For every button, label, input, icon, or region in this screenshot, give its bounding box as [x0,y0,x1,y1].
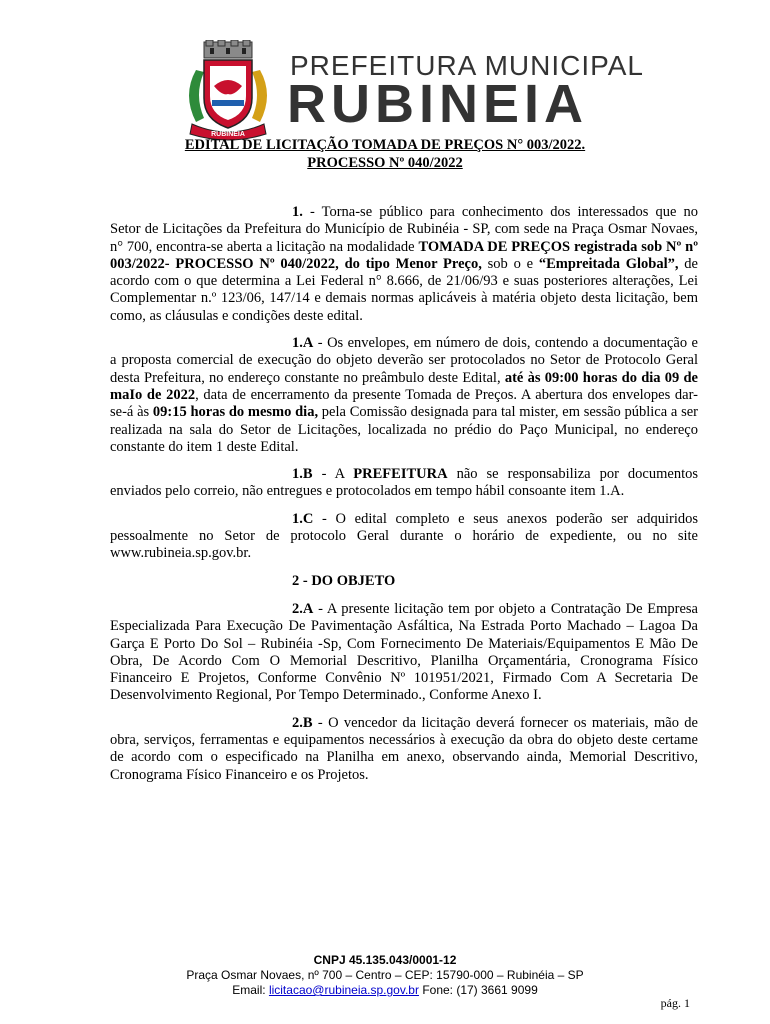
document-title [0,136,770,172]
section-heading-objeto: 2 - DO OBJETO [292,572,396,589]
email-link[interactable]: licitacao@rubineia.sp.gov.br [268,983,419,997]
paragraph-2a: 2.A - A presente licitação tem por objeto a Contratação De Empresa Especializada Para Execução De Pavimentação Asfáltica, Na Estrada Porto Machado – Lagoa Da Garça E Porto Do Sol – Rubinéia -Sp, Com Fornecimento De Materiais/Equipamentos E Mão De Obra, De Acordo Com O Memorial Descritivo, Planilha Orçamentária, Cronograma Físico Financeiro E Projetos, Conforme Convênio Nº 101951/2021, Firmado Com A Secretaria De Desenvolvimento Regional, Por Tempo Determinado., Conforme Anexo I. [110,600,698,704]
footer-contact: Email: licitacao@rubineia.sp.gov.br Fone: (17) 3661 9099 [232,983,538,997]
paragraph-1a: 1.A - Os envelopes, em número de dois, contendo a documentação e a proposta comercial de execução do objeto deverão ser protocolados no Setor de Protocolo Geral desta Prefeitura, no endereço constante no preâmbulo deste Edital, até às 09:00 horas do dia 09 de maIo de 2022, data de encerramento da presente Tomada de Preços. A abertura dos envelopes dar-se-á às 09:15 horas do mesmo dia, pela Comissão designada para tal mister, em sessão pública a ser realizada na sala do Setor de Licitações, localizada no prédio do Paço Municipal, no endereço constante do item 1 deste Edital. [110,335,698,455]
brand-title: RUBINEIA [287,74,589,134]
crest-ribbon-text: RUBINÉIA [211,131,245,138]
paragraph-1b: 1.B - A PREFEITURA não se responsabiliza por documentos enviados pelo correio, não entregues e protocolados em tempo hábil consoante item 1.A. [110,466,698,500]
title-line-2: PROCESSO Nº 040/2022 [307,155,463,171]
footer-address: Praça Osmar Novaes, nº 700 – Centro – CEP: 15790-000 – Rubinéia – SP [186,968,584,982]
item-number: 1.C [292,510,314,527]
brand-subtitle: PREFEITURA MUNICIPAL [290,50,644,81]
item-number: 1.B [292,466,313,483]
title-line-1: EDITAL DE LICITAÇÃO TOMADA DE PREÇOS N° 003/2022. [184,137,586,153]
item-number: 1. [292,204,303,220]
paragraph-2b: 2.B - O vencedor da licitação deverá fornecer os materiais, mão de obra, serviços, ferramentas e equipamentos necessários à execução da obra do objeto deste certame de acordo com o especificado na Planilha em anexo, observando ainda, Memorial Descritivo, Cronograma Físico Financeiro e os Projetos. [110,714,698,783]
item-number: 2.B [292,714,313,731]
item-number: 1.A [292,335,314,352]
page-number: pág. 1 [660,996,690,1010]
letterhead [0,0,770,140]
paragraph-1c: 1.C - O edital completo e seus anexos poderão ser adquiridos pessoalmente no Setor de protocolo Geral durante o horário de expediente, ou no site www.rubineia.sp.gov.br. [110,510,698,562]
footer-cnpj: CNPJ 45.135.043/0001-12 [313,953,457,967]
document-body [110,204,698,794]
paragraph-1: 1. - Torna-se público para conhecimento dos interessados que no Setor de Licitações da Prefeitura do Município de Rubinéia - SP, com sede na Praça Osmar Novaes, n° 700, encontra-se aberta a licitação na modalidade TOMADA DE PREÇOS registrada sob Nº nº 003/2022- PROCESSO Nº 040/2022, do tipo Menor Preço, sob o e “Empreitada Global”, de acordo com o que determina a Lei Federal n° 8.666, de 21/06/93 e suas posteriores alterações, Lei Complementar n.º 123/06, 147/14 e demais normas aplicáveis à matéria objeto desta licitação, bem como, as cláusulas e condições deste edital. [110,204,698,324]
item-number: 2.A [292,600,314,617]
page-footer [0,953,770,998]
municipal-crest-icon [182,40,274,142]
